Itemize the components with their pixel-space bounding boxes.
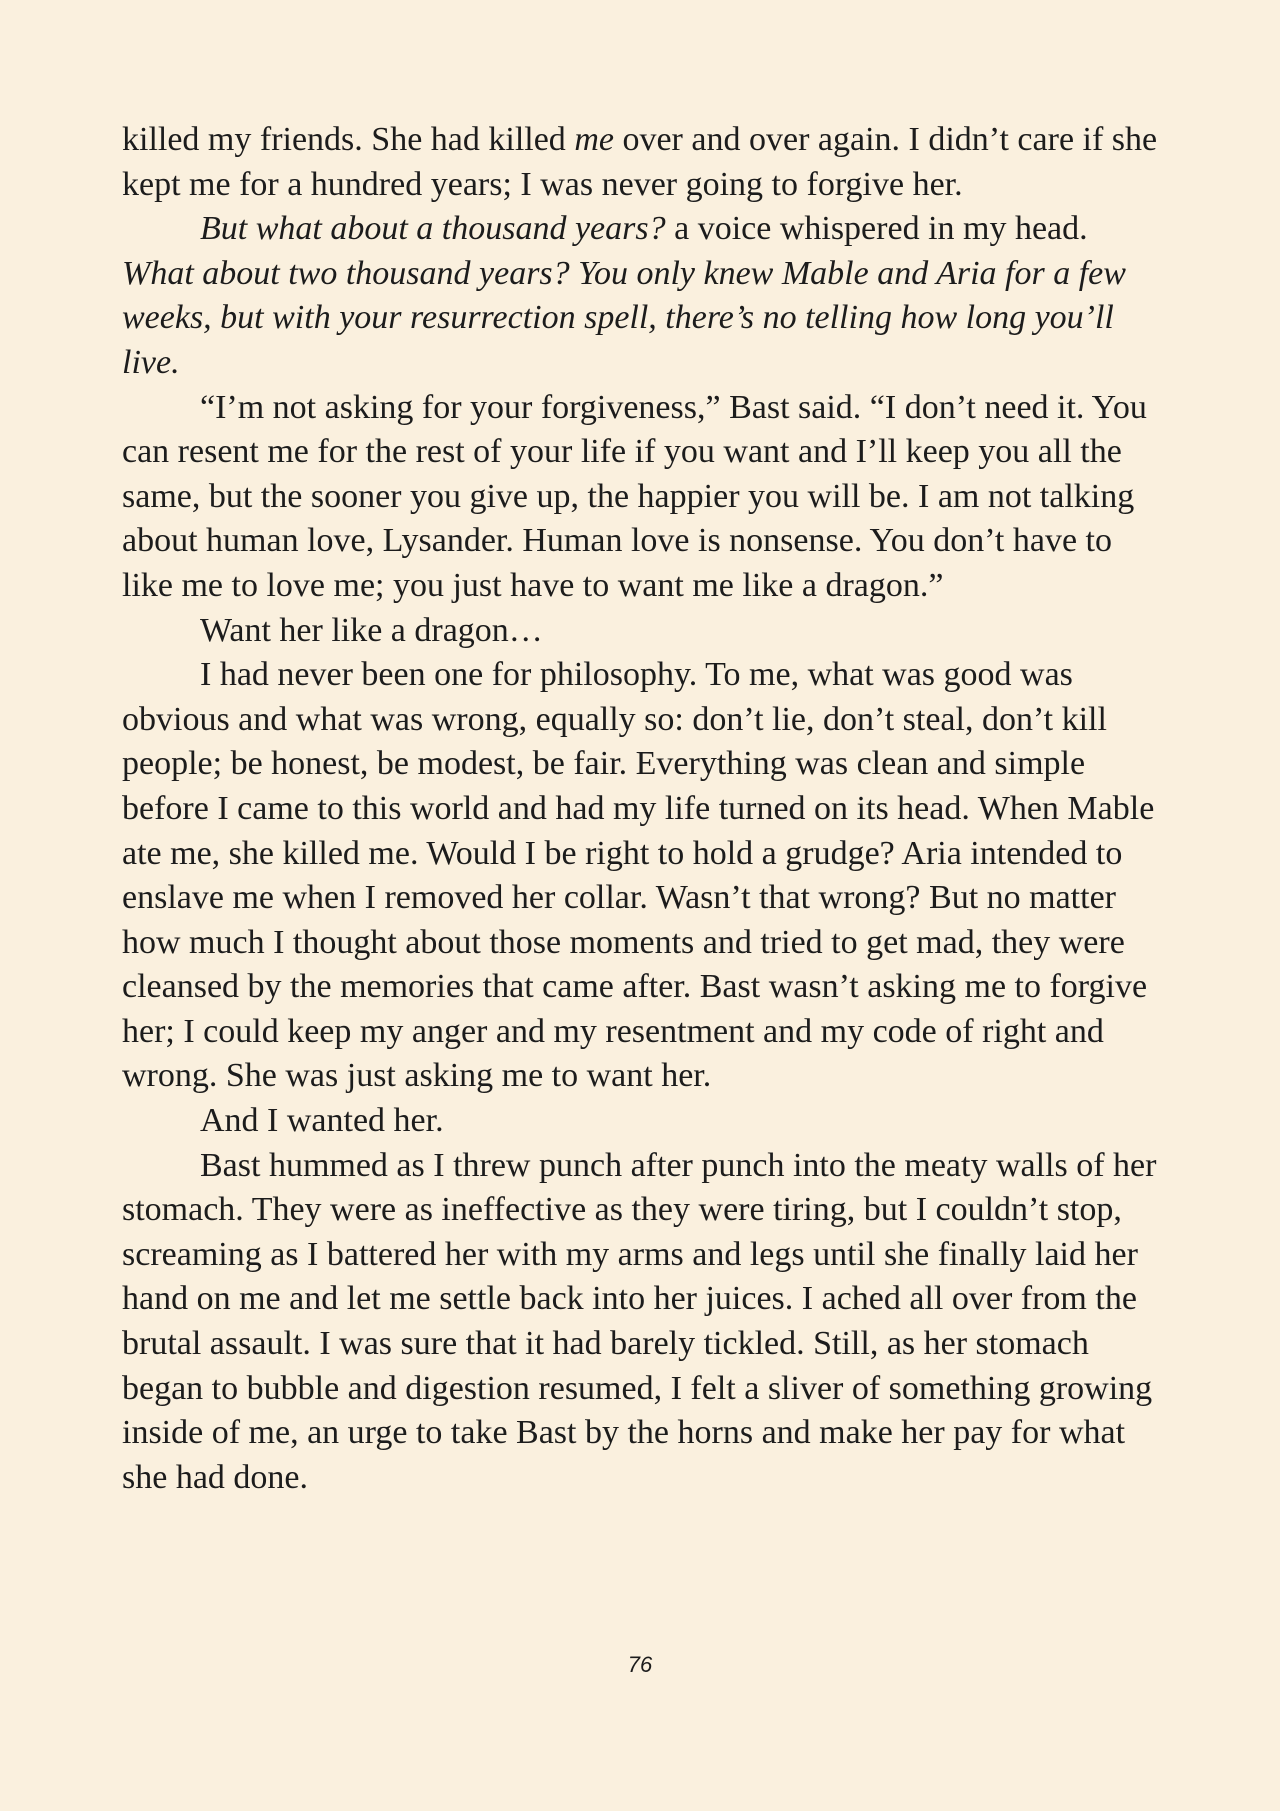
paragraph-2-thought-b: What about two thousand years? You only knew Mable and Aria for a few weeks, but with your resurrection spell, there’s no telling how long you’ll live. xyxy=(122,254,1126,381)
page-body xyxy=(122,118,1167,1500)
paragraph-7: Bast hummed as I threw punch after punch into the meaty walls of her stomach. They were as ineffective as they were tiring, but I couldn’t stop, screaming as I battered her with my arms and legs until she finally laid her hand on me and let me settle back into her juices. I ached all over from the brutal assault. I was sure that it had barely tickled. Still, as her stomach began to bubble and digestion resumed, I felt a sliver of something growing inside of me, an urge to take Bast by the horns and make her pay for what she had done. xyxy=(122,1146,1157,1496)
paragraph-4: Want her like a dragon… xyxy=(200,611,543,649)
paragraph-2-text: a voice whispered in my head. xyxy=(665,210,1088,248)
paragraph-2 xyxy=(122,207,1167,385)
paragraph-1-text-a: killed my friends. She had killed xyxy=(122,121,575,158)
paragraph-1 xyxy=(122,118,1167,207)
page-number: 76 xyxy=(627,1652,653,1677)
paragraph-5: I had never been one for philosophy. To me, what was good was obvious and what was wrong, equally so: don’t lie, don’t steal, don’t kill people; be honest, be modest, be fair. Everything was clean and simple before I came to this world and had my life turned on its head. When Mable ate me, she killed me. Would I be right to hold a grudge? Aria intended to enslave me when I removed her collar. Wasn’t that wrong? But no matter how much I thought about those moments and tried to get mad, they were cleansed by the memories that came after. Bast wasn’t asking me to forgive her; I could keep my anger and my resentment and my code of right and wrong. She was just asking me to want her. xyxy=(122,656,1155,1095)
paragraph-2-thought-a: But what about a thousand years? xyxy=(200,210,666,248)
paragraph-3: “I’m not asking for your forgiveness,” Bast said. “I don’t need it. You can resent me for the rest of your life if you want and I’ll keep you all the same, but the sooner you give up, the happier you will be. I am not talking about human love, Lysander. Human love is nonsense. You don’t have to like me to love me; you just have to want me like a dragon.” xyxy=(122,388,1147,604)
paragraph-6: And I wanted her. xyxy=(200,1102,444,1140)
paragraph-1-text-b: over and over again. I didn’t care if she kept me for a hundred years; I was never going to forgive her. xyxy=(122,121,1158,203)
paragraph-1-emphasis: me xyxy=(574,121,614,158)
